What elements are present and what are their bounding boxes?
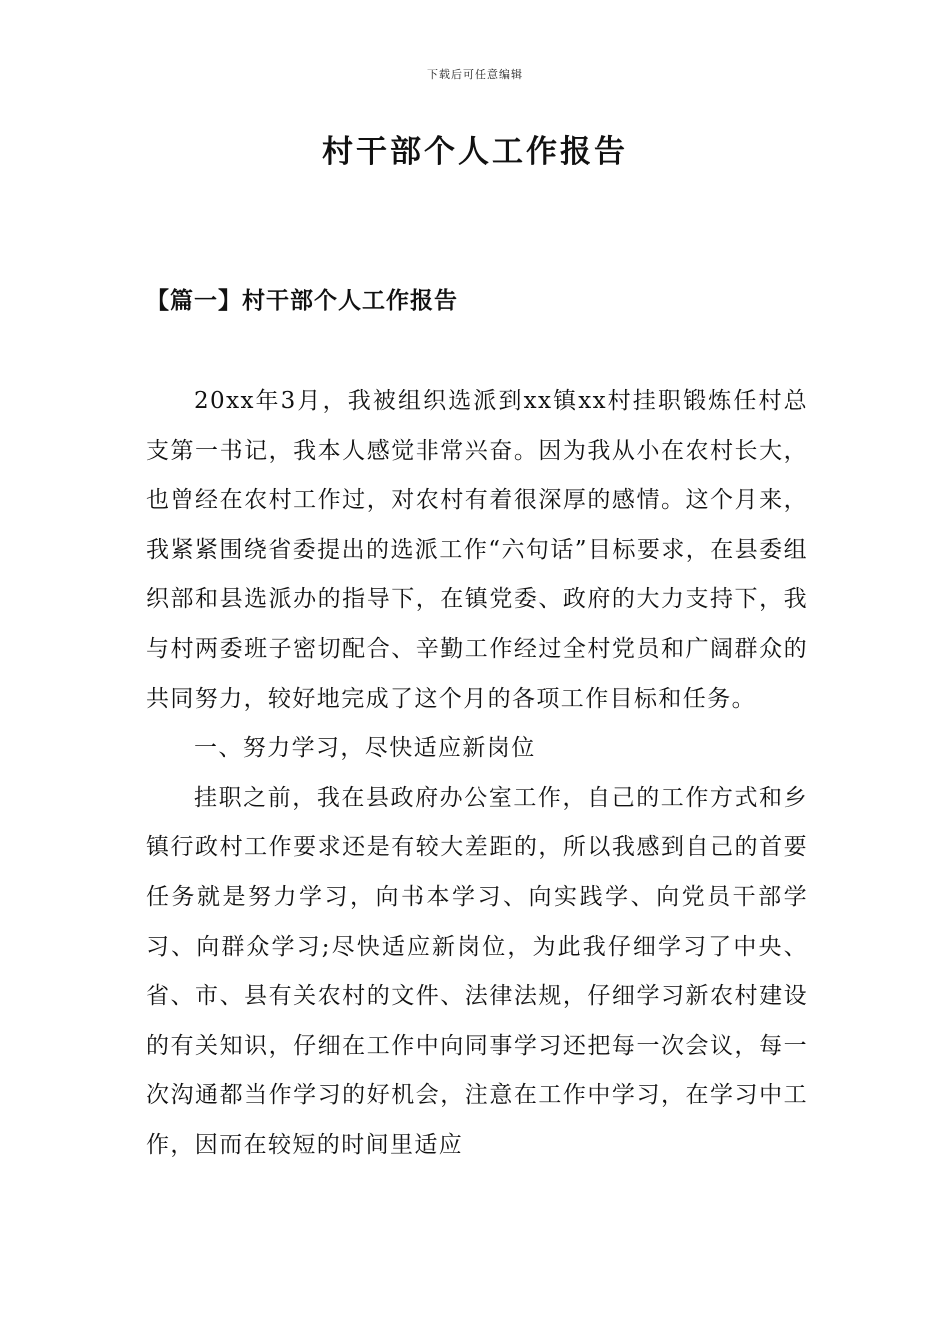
- document-body: [146, 377, 808, 1171]
- paragraph-intro: 20xx年3月，我被组织选派到xx镇xx村挂职锻炼任村总支第一书记，我本人感觉非常兴奋。因为我从小在农村长大，也曾经在农村工作过，对农村有着很深厚的感情。这个月来，我紧紧围绕省委提出的选派工作“六句话”目标要求，在县委组织部和县选派办的指导下，在镇党委、政府的大力支持下，我与村两委班子密切配合、辛勤工作经过全村党员和广阔群众的共同努力，较好地完成了这个月的各项工作目标和任务。: [146, 388, 808, 712]
- paragraph-study: 挂职之前，我在县政府办公室工作，自己的工作方式和乡镇行政村工作要求还是有较大差距的，所以我感到自己的首要任务就是努力学习，向书本学习、向实践学、向党员干部学习、向群众学习;尽快适应新岗位，为此我仔细学习了中央、省、市、县有关农村的文件、法律法规，仔细学习新农村建设的有关知识，仔细在工作中向同事学习还把每一次会议，每一次沟通都当作学习的好机会，注意在工作中学习，在学习中工作，因而在较短的时间里适应: [146, 784, 808, 1158]
- paragraph-subheading: 一、努力学习，尽快适应新岗位: [194, 735, 536, 762]
- section-heading: 【篇一】村干部个人工作报告: [146, 287, 458, 314]
- document-title: 村干部个人工作报告: [322, 134, 628, 170]
- header-note: 下载后可任意编辑: [427, 68, 523, 81]
